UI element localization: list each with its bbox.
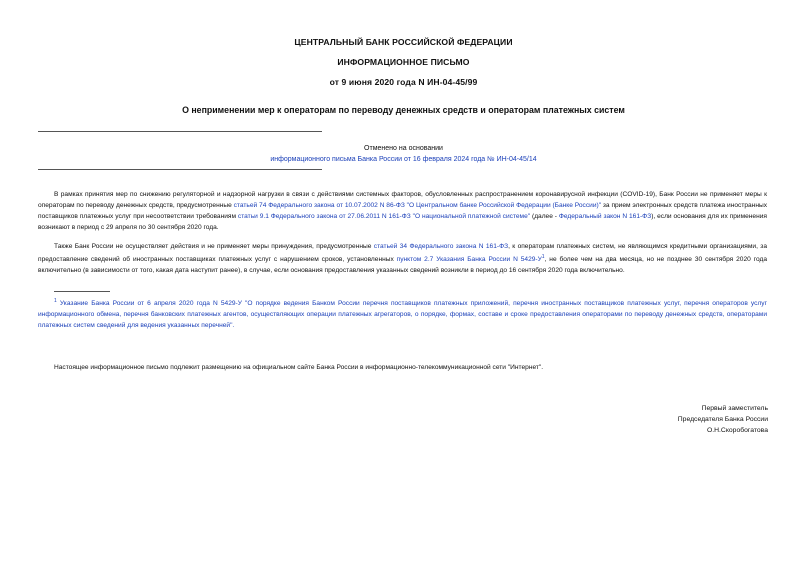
document-title: О неприменении мер к операторам по переводу денежных средств и операторам платежных систем xyxy=(182,105,625,115)
link-article-74-86fz[interactable]: статьей 74 Федерального закона от 10.07.2002 N 86-ФЗ "О Центральном банке Российской Федерации (Банке России)" xyxy=(233,202,602,209)
signature-position-2: Председателя Банка России xyxy=(677,416,768,423)
cancellation-note xyxy=(0,143,807,165)
paragraph-2-text-1: Также Банк России не осуществляет действия и не применяет меры принуждения, предусмотренные xyxy=(54,243,374,250)
divider-bottom xyxy=(38,169,322,170)
paragraph-2-text-2: , к операторам платежных систем, не являющимся кредитными организациями, за предоставление сведений об иностранных поставщиках платежных услуг с нарушением сроков, установленных xyxy=(38,243,767,264)
link-article-9-1-161fz[interactable]: статьи 9.1 Федерального закона от 27.06.2011 N 161-ФЗ "О национальной платежной системе" xyxy=(237,213,531,220)
signature-block xyxy=(568,403,768,436)
org-heading: ЦЕНТРАЛЬНЫЙ БАНК РОССИЙСКОЙ ФЕДЕРАЦИИ xyxy=(294,37,513,47)
link-article-34-161fz[interactable]: статьей 34 Федерального закона N 161-ФЗ xyxy=(373,243,509,250)
link-161fz[interactable]: Федеральный закон N 161-ФЗ xyxy=(558,213,652,220)
footnote-text: Указание Банка России от 6 апреля 2020 года N 5429-У "О порядке ведения Банком России перечня поставщиков платежных приложений, перечня иностранных поставщиков платежных услуг, перечня операторов услуг информационного обмена, перечня банковских платежных агентов, осуществляющих операции платежных агрегаторов, о порядке, формах, составе и сроке предоставления операторами по переводу денежных средств, операторами платежных систем сведений для ведения указанных перечней". xyxy=(38,300,767,330)
paragraph-2-text-3: , не более чем на два месяца, но не позднее 30 сентября 2020 года включительно (в зависимости от того, какая дата наступит ранее), в случае, если основания предоставления указанных сведений возникли в период до 16 сентября 2020 года включительно. xyxy=(38,256,767,275)
cancellation-line1: Отменено на основании xyxy=(364,145,443,152)
date-number-heading: от 9 июня 2020 года N ИН-04-45/99 xyxy=(329,77,478,87)
cancellation-link[interactable]: информационного письма Банка России от 16 февраля 2024 года № ИН-04-45/14 xyxy=(270,156,537,163)
footnote-mark: 1 xyxy=(54,298,57,304)
paragraph-1-text-1: В рамках принятия мер по снижению регуляторной и надзорной нагрузки в связи с действиями системных факторов, обусловленных распространением коронавирусной инфекции (COVID-19), Банк России не применяет меры к операторам по переводу денежных средств, предусмотренные xyxy=(38,191,767,209)
divider-top xyxy=(38,131,322,132)
paragraph-1 xyxy=(38,189,767,233)
paragraph-1-text-3: (далее - xyxy=(530,213,559,220)
doc-type-heading: ИНФОРМАЦИОННОЕ ПИСЬМО xyxy=(337,57,470,67)
paragraph-1-text-2: за прием электронных средств платежа иностранных поставщиков платежных услуг при несоответствии требованиям xyxy=(38,202,768,220)
publication-note: Настоящее информационное письмо подлежит размещению на официальном сайте Банка России в информационно-телекоммуникационной сети "Интернет". xyxy=(54,364,544,371)
signature-name: О.Н.Скоробогатова xyxy=(706,427,768,434)
signature-position-1: Первый заместитель xyxy=(701,405,768,412)
footnote[interactable] xyxy=(38,296,767,331)
footnote-divider xyxy=(54,291,110,292)
paragraph-2 xyxy=(38,241,767,276)
link-point-2-7-5429u[interactable]: пунктом 2.7 Указания Банка России N 5429-У xyxy=(396,256,542,264)
footnote-ref[interactable]: 1 xyxy=(541,254,545,260)
paragraph-1-text-4: ), если основания для их применения возникают в период с 29 апреля по 30 сентября 2020 года. xyxy=(38,213,767,231)
